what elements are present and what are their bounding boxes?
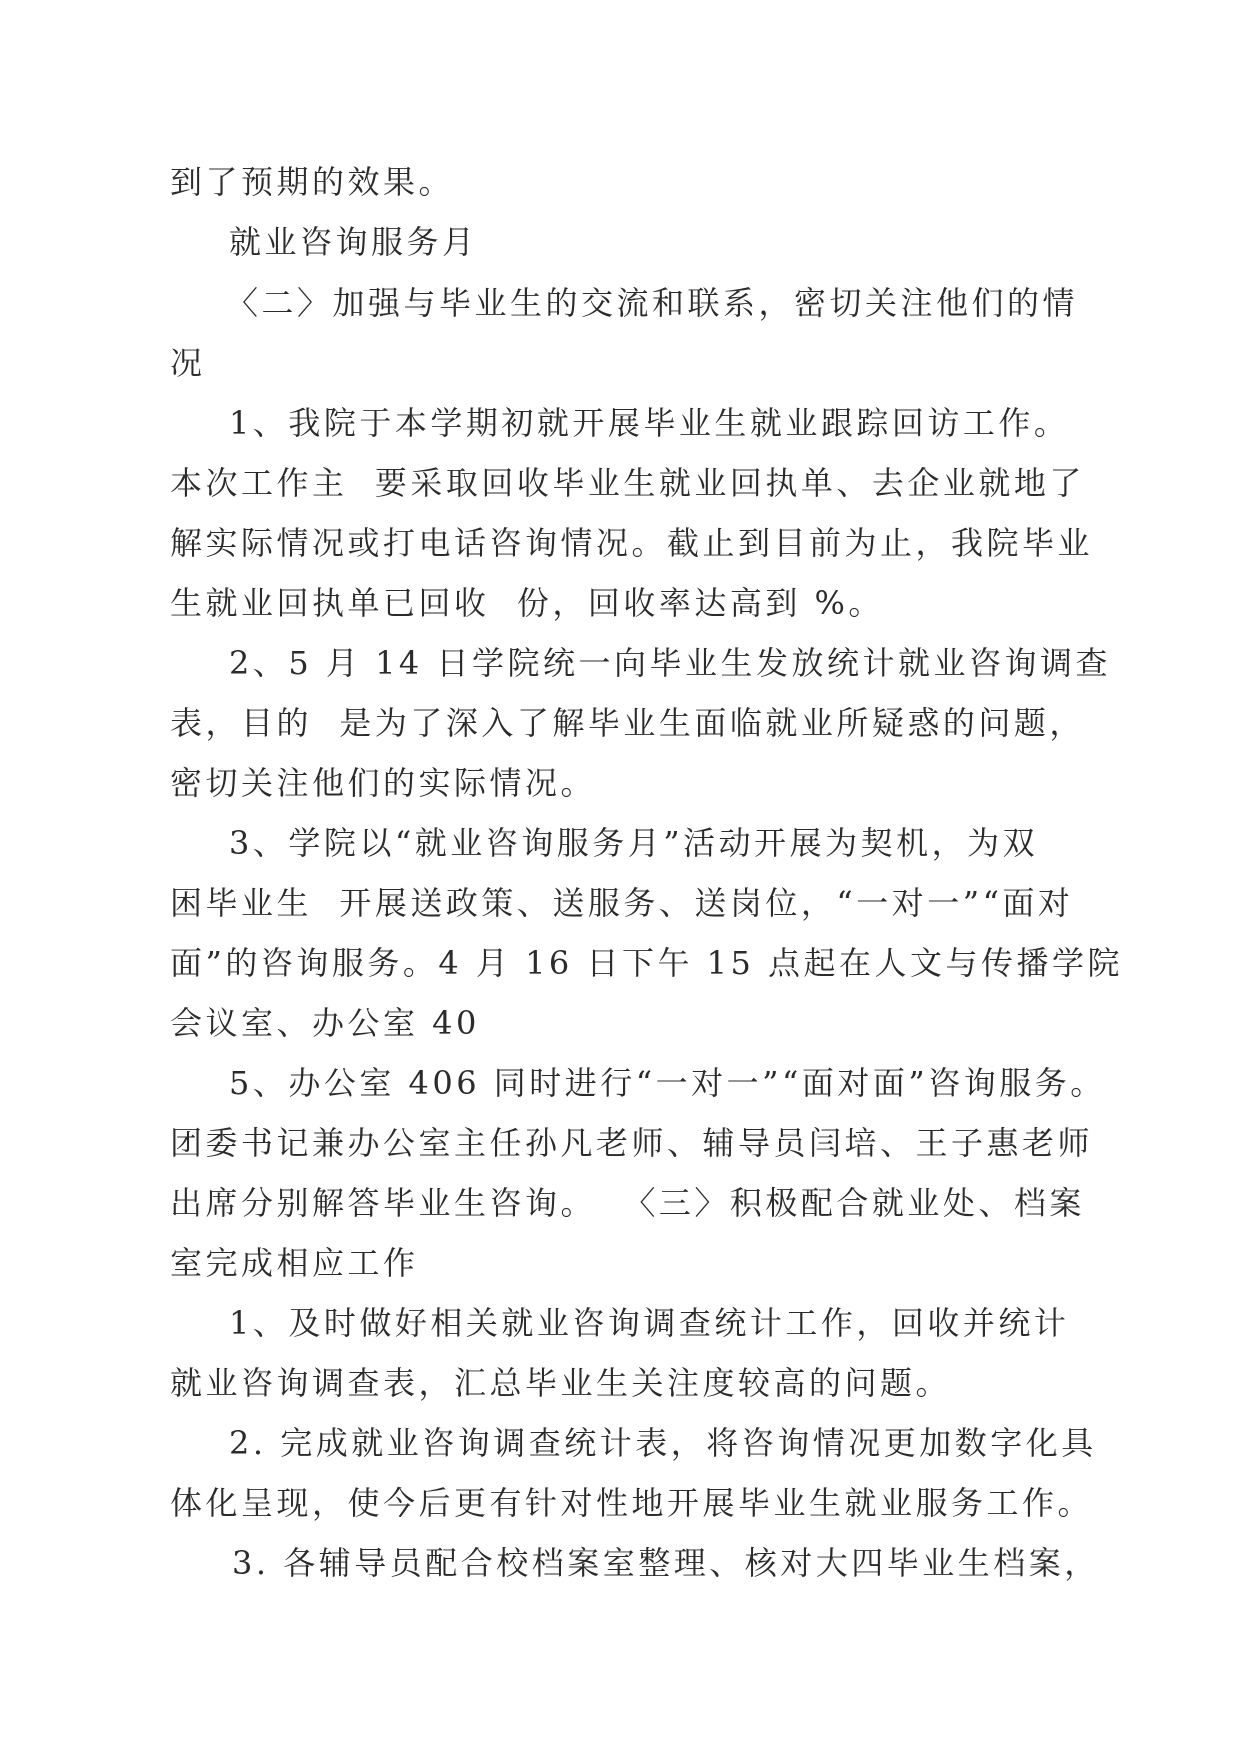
text-line: 到了预期的效果。	[170, 163, 455, 201]
text-line: 就业咨询服务月	[229, 223, 478, 261]
text-line: 况	[170, 344, 206, 382]
text-line: 团委书记兼办公室主任孙凡老师、辅导员闫培、王子惠老师	[170, 1124, 1094, 1162]
text-line: 1、我院于本学期初就开展毕业生就业跟踪回访工作。	[229, 404, 1070, 442]
text-line: 面”的咨询服务。4 月 16 日下午 15 点起在人文与传播学院	[170, 944, 1124, 982]
text-line: 2. 完成就业咨询调查统计表，将咨询情况更加数字化具	[229, 1424, 1097, 1462]
text-line: 5、办公室 406 同时进行“一对一”“面对面”咨询服务。	[229, 1064, 1106, 1102]
text-line: 解实际情况或打电话咨询情况。截止到目前为止，我院毕业	[170, 524, 1094, 562]
text-line: 3. 各辅导员配合校档案室整理、核对大四毕业生档案，	[232, 1544, 1100, 1582]
text-line: 本次工作主 要采取回收毕业生就业回执单、去企业就地了	[170, 464, 1085, 502]
text-line: 密切关注他们的实际情况。	[170, 764, 597, 802]
text-line: 表，目的 是为了深入了解毕业生面临就业所疑惑的问题，	[170, 704, 1085, 742]
text-line: 3、学院以“就业咨询服务月”活动开展为契机，为双	[229, 824, 1039, 862]
text-line: 出席分别解答毕业生咨询。 〈三〉积极配合就业处、档案	[170, 1184, 1085, 1222]
text-line: 困毕业生 开展送政策、送服务、送岗位，“一对一”“面对	[170, 884, 1074, 922]
text-line: 生就业回执单已回收 份，回收率达高到 %。	[170, 584, 884, 622]
text-line: 就业咨询调查表，汇总毕业生关注度较高的问题。	[170, 1364, 952, 1402]
text-line: 〈二〉加强与毕业生的交流和联系，密切关注他们的情	[226, 284, 1079, 322]
text-line: 1、及时做好相关就业咨询调查统计工作，回收并统计	[229, 1304, 1070, 1342]
text-line: 体化呈现，使今后更有针对性地开展毕业生就业服务工作。	[170, 1484, 1094, 1522]
text-line: 室完成相应工作	[170, 1244, 419, 1282]
text-line: 会议室、办公室 40	[170, 1004, 480, 1042]
text-line: 2、5 月 14 日学院统一向毕业生发放统计就业咨询调查	[229, 644, 1111, 682]
